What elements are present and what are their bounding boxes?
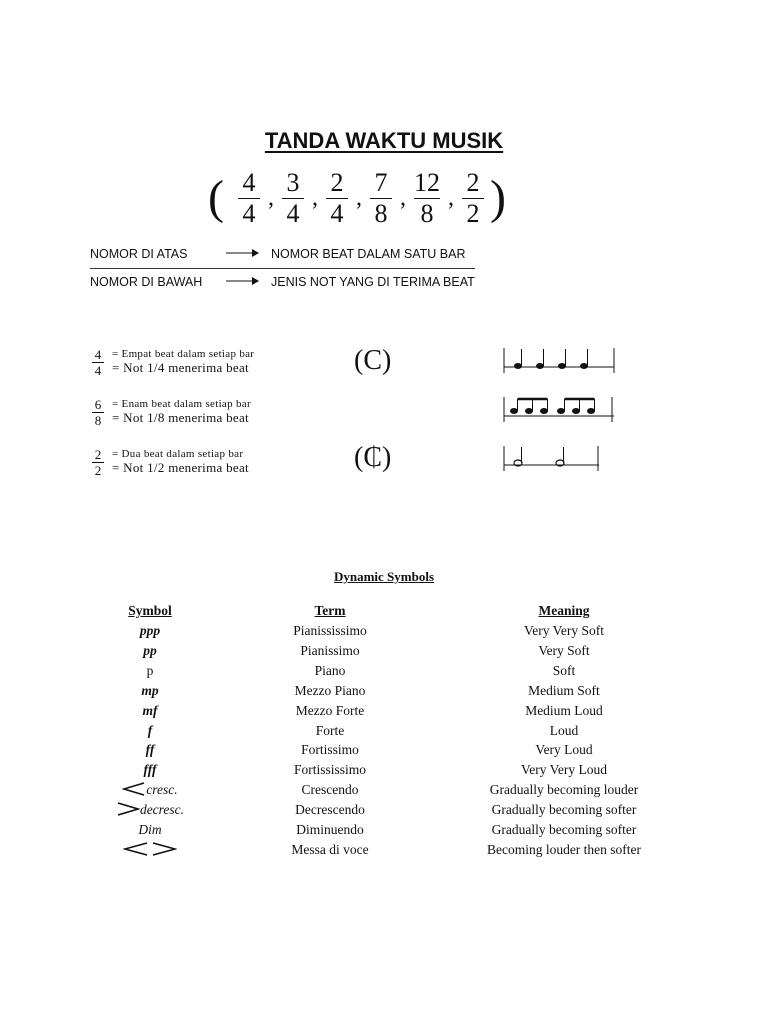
dynamic-meaning: Very Very Soft bbox=[524, 623, 604, 638]
dynamic-symbol: ppp bbox=[139, 623, 161, 638]
time-signature: 3 4 bbox=[282, 170, 304, 227]
dynamic-meaning: Gradually becoming softer bbox=[491, 802, 637, 818]
dynamic-symbol: mp bbox=[141, 682, 159, 698]
dynamic-term: Messa di voce bbox=[291, 841, 369, 857]
dynamic-meaning: Very Very Loud bbox=[521, 762, 607, 778]
dynamic-meaning: Gradually becoming louder bbox=[489, 782, 639, 798]
common-time-symbol: (C) bbox=[354, 345, 392, 376]
definition-bottom-meaning: JENIS NOT YANG DI TERIMA BEAT bbox=[271, 275, 475, 289]
page-title: TANDA WAKTU MUSIK bbox=[264, 128, 504, 153]
dynamics-title: Dynamic Symbols bbox=[333, 569, 435, 584]
time-signature: 7 8 bbox=[370, 170, 392, 227]
dynamic-symbol: cresc. bbox=[100, 782, 200, 798]
definition-top-meaning: NOMOR BEAT DALAM SATU BAR bbox=[271, 247, 466, 261]
dynamic-meaning: Medium Soft bbox=[528, 682, 600, 698]
time-signature: 2 2 bbox=[462, 170, 484, 227]
definition-bottom-label: NOMOR DI BAWAH bbox=[90, 275, 203, 289]
time-signature: 2 4 bbox=[326, 170, 348, 227]
dynamic-term: Fortissimo bbox=[301, 742, 359, 758]
example-description: = Dua beat dalam setiap bar = Not 1/2 menerima beat bbox=[112, 448, 249, 475]
dynamic-symbol: f bbox=[147, 722, 153, 738]
arrow-right-icon bbox=[226, 247, 260, 259]
definition-top-label: NOMOR DI ATAS bbox=[90, 247, 188, 261]
example-time-signature: $\frac{2}{2}$ bbox=[92, 446, 104, 477]
dynamic-term: Decrescendo bbox=[295, 802, 365, 818]
close-parenthesis: ) bbox=[489, 171, 506, 224]
open-parenthesis: ( bbox=[208, 171, 224, 224]
dynamic-term: Forte bbox=[315, 722, 345, 738]
header-meaning: Meaning bbox=[538, 603, 590, 618]
dynamic-term: Pianississimo bbox=[293, 623, 367, 638]
dynamic-term: Crescendo bbox=[301, 782, 359, 798]
dynamic-meaning: Medium Loud bbox=[525, 702, 603, 718]
eighth-notes-staff bbox=[503, 395, 618, 425]
dynamic-term: Mezzo Piano bbox=[294, 682, 366, 698]
dynamic-term: Diminuendo bbox=[296, 822, 364, 837]
dynamic-meaning: Very Loud bbox=[535, 742, 593, 758]
decrescendo-hairpin-icon bbox=[116, 802, 140, 816]
time-signature: 12 8 bbox=[413, 167, 440, 228]
crescendo-hairpin-icon bbox=[122, 782, 146, 796]
time-signature: 4 4 bbox=[238, 170, 260, 227]
half-notes-staff bbox=[503, 444, 618, 474]
dynamic-meaning: Becoming louder then softer bbox=[486, 841, 642, 857]
example-description: = Empat beat dalam setiap bar = Not 1/4 menerima beat bbox=[112, 348, 255, 375]
time-signature-list: ( 4 4 , 3 4 , 2 4 , 7 8 , 12 8 , 2 2 ) bbox=[208, 167, 506, 228]
example-time-signature: $\frac{6}{8}$ bbox=[92, 396, 104, 427]
dynamic-symbol bbox=[100, 842, 200, 858]
dynamic-term: Mezzo Forte bbox=[295, 702, 365, 718]
dynamic-symbol: ff bbox=[145, 742, 155, 758]
dynamic-term: Fortississimo bbox=[293, 762, 367, 778]
example-time-signature: $\frac{4}{4}$ bbox=[92, 346, 104, 377]
divider bbox=[90, 268, 475, 269]
dynamic-term: Piano bbox=[314, 662, 346, 678]
quarter-notes-staff bbox=[503, 346, 618, 376]
dynamic-symbol: pp bbox=[143, 642, 157, 658]
arrow-right-icon bbox=[226, 275, 260, 287]
dynamic-symbol: p bbox=[146, 662, 154, 678]
dynamic-symbol: mf bbox=[142, 702, 158, 718]
dynamic-symbol: decresc. bbox=[100, 802, 200, 818]
dynamic-meaning: Loud bbox=[549, 722, 579, 738]
dynamic-meaning: Very Soft bbox=[538, 642, 590, 658]
dynamic-meaning: Gradually becoming softer bbox=[491, 822, 637, 837]
dynamic-term: Pianissimo bbox=[300, 642, 360, 658]
dynamic-symbol: fff bbox=[143, 762, 157, 778]
header-symbol: Symbol bbox=[128, 603, 172, 618]
dynamic-meaning: Soft bbox=[552, 662, 576, 678]
cut-time-symbol: (₵) bbox=[354, 442, 392, 473]
dynamic-symbol: Dim bbox=[138, 822, 162, 837]
messa-di-voce-hairpins-icon bbox=[123, 842, 177, 856]
example-description: = Enam beat dalam setiap bar = Not 1/8 menerima beat bbox=[112, 398, 251, 425]
header-term: Term bbox=[314, 603, 346, 618]
